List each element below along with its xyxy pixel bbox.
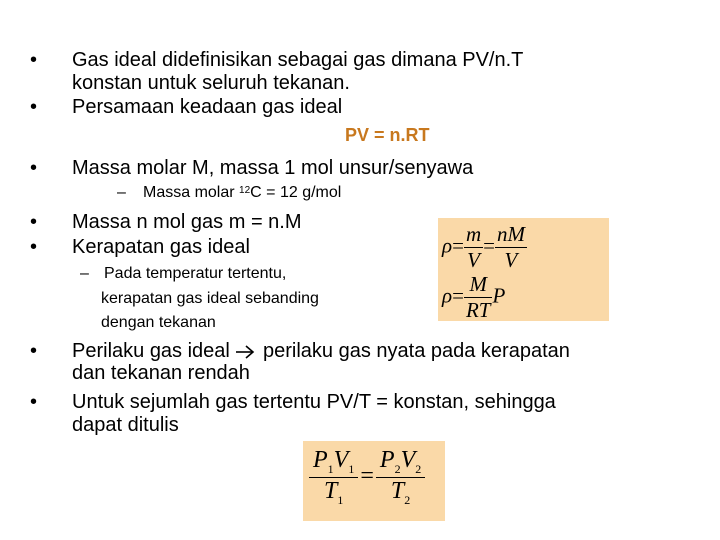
bullet-text: dapat ditulis <box>72 414 179 436</box>
bullet-dot: • <box>30 236 38 258</box>
bullet-text: Massa n mol gas m = n.M <box>72 211 302 233</box>
bullet-text: Massa molar M, massa 1 mol unsur/senyawa <box>72 157 474 179</box>
bullet-dot: • <box>30 211 38 233</box>
bullet-text: Untuk sejumlah gas tertentu PV/T = konstan, sehingga <box>72 391 556 413</box>
sub-bullet-dash: – <box>80 265 89 282</box>
bullet-dot: • <box>30 391 38 413</box>
gas-law-formula: $\frac{P_1V_1}{T_1}$ = $\frac{P_2V_2}{T_2}$ <box>309 447 425 508</box>
density-formula-1: ρ= $\frac{m}{V}$ = $\frac{nM}{V}$ <box>442 222 525 272</box>
arrow-right-icon <box>235 345 257 359</box>
sub-bullet-dash: – <box>117 184 126 201</box>
bullet-text: konstan untuk seluruh tekanan. <box>72 72 350 94</box>
bullet-text: Perilaku gas ideal perilaku gas nyata pada kerapatan <box>72 340 570 362</box>
bullet-dot: • <box>30 49 38 71</box>
sub-bullet-text: kerapatan gas ideal sebanding <box>101 290 319 307</box>
bullet-text: Kerapatan gas ideal <box>72 236 250 258</box>
bullet-dot: • <box>30 340 38 362</box>
bullet-dot: • <box>30 157 38 179</box>
bullet-text: Gas ideal didefinisikan sebagai gas dimana PV/n.T <box>72 49 524 71</box>
density-formula-2: ρ= $\frac{M}{RT}$ P <box>442 272 506 322</box>
density-formula-box <box>438 218 609 321</box>
bullet-text: Persamaan keadaan gas ideal <box>72 96 343 118</box>
bullet-text: dan tekanan rendah <box>72 362 250 384</box>
sub-bullet-text: Pada temperatur tertentu, <box>104 265 287 282</box>
ideal-gas-equation: PV = n.RT <box>345 125 430 145</box>
bullet-dot: • <box>30 96 38 118</box>
sub-bullet-text: Massa molar $^{12}$C = 12 g/mol <box>143 184 342 201</box>
sub-bullet-text: dengan tekanan <box>101 314 216 331</box>
gas-law-formula-box <box>303 441 445 521</box>
